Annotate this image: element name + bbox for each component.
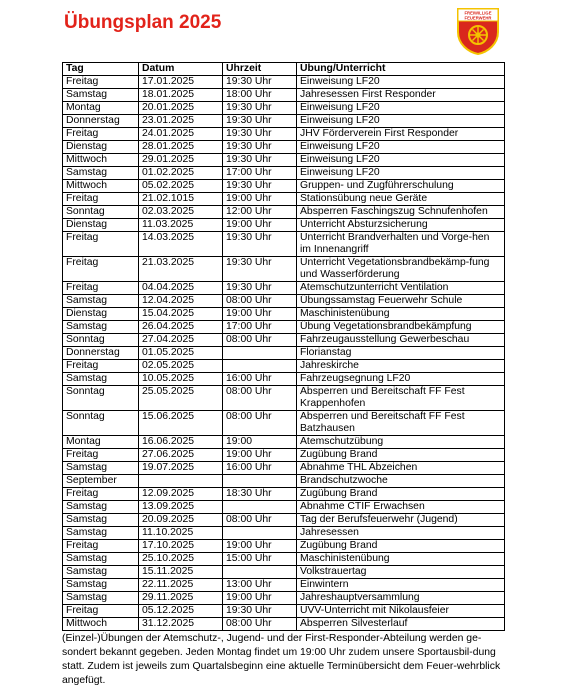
page-title: Übungsplan 2025 (64, 12, 222, 33)
day-cell: Freitag (63, 488, 139, 501)
time-cell: 08:00 Uhr (223, 514, 297, 527)
exercise-cell: Zugübung Brand (297, 488, 505, 501)
day-cell: Samstag (63, 514, 139, 527)
day-cell: Freitag (63, 540, 139, 553)
time-cell (223, 347, 297, 360)
exercise-cell: Fahrzeugsegnung LF20 (297, 373, 505, 386)
date-cell: 05.02.2025 (139, 180, 223, 193)
date-cell: 25.05.2025 (139, 386, 223, 411)
day-cell: September (63, 475, 139, 488)
exercise-cell: UVV-Unterricht mit Nikolausfeier (297, 605, 505, 618)
date-cell: 23.01.2025 (139, 115, 223, 128)
exercise-cell: Unterricht Brandverhalten und Vorge-hen im Innenangriff (297, 232, 505, 257)
table-row (63, 411, 505, 436)
day-cell: Samstag (63, 579, 139, 592)
date-cell: 10.05.2025 (139, 373, 223, 386)
time-cell: 19:30 Uhr (223, 180, 297, 193)
day-cell: Samstag (63, 373, 139, 386)
table-row (63, 128, 505, 141)
time-cell: 08:00 Uhr (223, 295, 297, 308)
exercise-cell: Jahreskirche (297, 360, 505, 373)
time-cell: 18:00 Uhr (223, 89, 297, 102)
time-cell: 18:30 Uhr (223, 488, 297, 501)
time-cell: 16:00 Uhr (223, 373, 297, 386)
table-row (63, 115, 505, 128)
day-cell: Sonntag (63, 334, 139, 347)
date-cell: 29.11.2025 (139, 592, 223, 605)
day-cell: Freitag (63, 232, 139, 257)
date-cell: 02.05.2025 (139, 360, 223, 373)
table-row (63, 308, 505, 321)
date-cell: 01.02.2025 (139, 167, 223, 180)
table-row (63, 527, 505, 540)
time-cell: 19:30 Uhr (223, 605, 297, 618)
header-exercise: Übung/Unterricht (297, 63, 505, 76)
exercise-cell: Absperren und Bereitschaft FF Fest Batzhausen (297, 411, 505, 436)
table-row (63, 373, 505, 386)
table-row (63, 475, 505, 488)
table-row (63, 462, 505, 475)
exercise-cell: Fahrzeugausstellung Gewerbeschau (297, 334, 505, 347)
date-cell: 11.10.2025 (139, 527, 223, 540)
day-cell: Samstag (63, 501, 139, 514)
exercise-cell: Einweisung LF20 (297, 115, 505, 128)
time-cell: 19:30 Uhr (223, 154, 297, 167)
exercise-cell: Jahreshauptversammlung (297, 592, 505, 605)
exercise-cell: Atemschutzübung (297, 436, 505, 449)
day-cell: Freitag (63, 282, 139, 295)
table-row (63, 579, 505, 592)
day-cell: Samstag (63, 566, 139, 579)
day-cell: Freitag (63, 128, 139, 141)
exercise-cell: Zugübung Brand (297, 449, 505, 462)
exercise-cell: Zugübung Brand (297, 540, 505, 553)
day-cell: Sonntag (63, 206, 139, 219)
date-cell: 12.09.2025 (139, 488, 223, 501)
table-row (63, 488, 505, 501)
time-cell: 19:00 Uhr (223, 449, 297, 462)
date-cell: 05.12.2025 (139, 605, 223, 618)
day-cell: Montag (63, 102, 139, 115)
exercise-cell: Einweisung LF20 (297, 141, 505, 154)
exercise-cell: Abnahme CTIF Erwachsen (297, 501, 505, 514)
table-row (63, 193, 505, 206)
day-cell: Freitag (63, 605, 139, 618)
exercise-cell: Einweisung LF20 (297, 102, 505, 115)
table-row (63, 360, 505, 373)
date-cell: 20.01.2025 (139, 102, 223, 115)
exercise-cell: Florianstag (297, 347, 505, 360)
day-cell: Freitag (63, 257, 139, 282)
exercise-cell: Einwintern (297, 579, 505, 592)
day-cell: Sonntag (63, 386, 139, 411)
date-cell: 14.03.2025 (139, 232, 223, 257)
table-row (63, 102, 505, 115)
time-cell (223, 360, 297, 373)
date-cell: 17.10.2025 (139, 540, 223, 553)
table-row (63, 386, 505, 411)
day-cell: Samstag (63, 295, 139, 308)
day-cell: Freitag (63, 449, 139, 462)
date-cell: 15.06.2025 (139, 411, 223, 436)
header-date: Datum (139, 63, 223, 76)
day-cell: Donnerstag (63, 347, 139, 360)
date-cell: 11.03.2025 (139, 219, 223, 232)
day-cell: Freitag (63, 360, 139, 373)
time-cell: 19:30 Uhr (223, 257, 297, 282)
exercise-cell: Unterricht Vegetationsbrandbekämp-fung und Wasserförderung (297, 257, 505, 282)
date-cell: 27.06.2025 (139, 449, 223, 462)
time-cell: 19:00 Uhr (223, 308, 297, 321)
date-cell: 28.01.2025 (139, 141, 223, 154)
date-cell: 04.04.2025 (139, 282, 223, 295)
time-cell: 19:00 Uhr (223, 219, 297, 232)
time-cell: 13:00 Uhr (223, 579, 297, 592)
date-cell: 15.04.2025 (139, 308, 223, 321)
time-cell: 16:00 Uhr (223, 462, 297, 475)
time-cell: 08:00 Uhr (223, 618, 297, 631)
time-cell: 12:00 Uhr (223, 206, 297, 219)
day-cell: Freitag (63, 193, 139, 206)
table-row (63, 219, 505, 232)
date-cell: 25.10.2025 (139, 553, 223, 566)
time-cell: 19:00 Uhr (223, 540, 297, 553)
date-cell: 22.11.2025 (139, 579, 223, 592)
exercise-cell: Stationsübung neue Geräte (297, 193, 505, 206)
logo-text-top: FREIWILLIGE (464, 10, 492, 16)
day-cell: Samstag (63, 553, 139, 566)
table-row (63, 618, 505, 631)
header-day: Tag (63, 63, 139, 76)
table-row (63, 566, 505, 579)
day-cell: Montag (63, 436, 139, 449)
logo-text-bottom: FEUERWEHR (464, 15, 492, 21)
time-cell: 17:00 Uhr (223, 321, 297, 334)
table-row (63, 449, 505, 462)
time-cell: 19:30 Uhr (223, 128, 297, 141)
table-row (63, 605, 505, 618)
exercise-cell: Absperren und Bereitschaft FF Fest Krappenhofen (297, 386, 505, 411)
table-row (63, 592, 505, 605)
time-cell: 17:00 Uhr (223, 167, 297, 180)
exercise-cell: Einweisung LF20 (297, 154, 505, 167)
day-cell: Samstag (63, 592, 139, 605)
time-cell: 08:00 Uhr (223, 386, 297, 411)
time-cell: 19:00 (223, 436, 297, 449)
table-row (63, 154, 505, 167)
time-cell (223, 475, 297, 488)
day-cell: Samstag (63, 462, 139, 475)
day-cell: Samstag (63, 167, 139, 180)
date-cell: 21.02.1015 (139, 193, 223, 206)
day-cell: Dienstag (63, 219, 139, 232)
date-cell: 24.01.2025 (139, 128, 223, 141)
exercise-cell: JHV Förderverein First Responder (297, 128, 505, 141)
date-cell: 26.04.2025 (139, 321, 223, 334)
time-cell: 19:30 Uhr (223, 232, 297, 257)
date-cell: 17.01.2025 (139, 76, 223, 89)
header-time: Uhrzeit (223, 63, 297, 76)
time-cell: 19:00 Uhr (223, 193, 297, 206)
day-cell: Samstag (63, 89, 139, 102)
exercise-schedule-table (62, 62, 505, 631)
date-cell: 29.01.2025 (139, 154, 223, 167)
table-row (63, 206, 505, 219)
day-cell: Dienstag (63, 308, 139, 321)
time-cell (223, 501, 297, 514)
date-cell: 21.03.2025 (139, 257, 223, 282)
day-cell: Donnerstag (63, 115, 139, 128)
time-cell: 19:00 Uhr (223, 592, 297, 605)
date-cell: 19.07.2025 (139, 462, 223, 475)
date-cell: 31.12.2025 (139, 618, 223, 631)
date-cell: 15.11.2025 (139, 566, 223, 579)
date-cell: 12.04.2025 (139, 295, 223, 308)
table-body (63, 76, 505, 631)
day-cell: Freitag (63, 76, 139, 89)
time-cell: 19:30 Uhr (223, 282, 297, 295)
exercise-cell: Volkstrauertag (297, 566, 505, 579)
exercise-cell: Einweisung LF20 (297, 167, 505, 180)
day-cell: Samstag (63, 321, 139, 334)
table-header-row (63, 63, 505, 76)
time-cell: 19:30 Uhr (223, 102, 297, 115)
table-row (63, 540, 505, 553)
exercise-cell: Übung Vegetationsbrandbekämpfung (297, 321, 505, 334)
time-cell: 08:00 Uhr (223, 411, 297, 436)
date-cell: 16.06.2025 (139, 436, 223, 449)
exercise-cell: Unterricht Absturzsicherung (297, 219, 505, 232)
exercise-cell: Jahresessen First Responder (297, 89, 505, 102)
exercise-cell: Einweisung LF20 (297, 76, 505, 89)
time-cell (223, 566, 297, 579)
date-cell: 27.04.2025 (139, 334, 223, 347)
table-row (63, 553, 505, 566)
table-row (63, 232, 505, 257)
table-row (63, 436, 505, 449)
table-row (63, 141, 505, 154)
date-cell: 01.05.2025 (139, 347, 223, 360)
exercise-cell: Maschinistenübung (297, 553, 505, 566)
exercise-cell: Gruppen- und Zugführerschulung (297, 180, 505, 193)
table-row (63, 321, 505, 334)
table-row (63, 167, 505, 180)
day-cell: Mittwoch (63, 618, 139, 631)
day-cell: Mittwoch (63, 154, 139, 167)
exercise-cell: Abnahme THL Abzeichen (297, 462, 505, 475)
time-cell: 15:00 Uhr (223, 553, 297, 566)
table-row (63, 295, 505, 308)
date-cell: 18.01.2025 (139, 89, 223, 102)
date-cell (139, 475, 223, 488)
fire-brigade-crest-icon (454, 6, 502, 56)
table-row (63, 347, 505, 360)
day-cell: Dienstag (63, 141, 139, 154)
exercise-cell: Absperren Faschingszug Schnufenhofen (297, 206, 505, 219)
exercise-cell: Atemschutzunterricht Ventilation (297, 282, 505, 295)
table-row (63, 76, 505, 89)
time-cell: 08:00 Uhr (223, 334, 297, 347)
day-cell: Mittwoch (63, 180, 139, 193)
day-cell: Samstag (63, 527, 139, 540)
time-cell: 19:30 Uhr (223, 76, 297, 89)
time-cell (223, 527, 297, 540)
date-cell: 02.03.2025 (139, 206, 223, 219)
table-row (63, 89, 505, 102)
exercise-cell: Maschinistenübung (297, 308, 505, 321)
table-row (63, 334, 505, 347)
table-row (63, 257, 505, 282)
footer-note: (Einzel-)Übungen der Atemschutz-, Jugend- und der First-Responder-Abteilung werden ge-sondert bekannt gegeben. Jeden Montag findet um 19:00 Uhr zudem unsere Sportausbil-dung statt. Zudem ist jeweils zum Quartalsbeginn eine aktuelle Terminübersicht dem Feuer-wehrblick angefügt. (62, 633, 501, 686)
time-cell: 19:30 Uhr (223, 141, 297, 154)
exercise-cell: Absperren Silvesterlauf (297, 618, 505, 631)
time-cell: 19:30 Uhr (223, 115, 297, 128)
table-row (63, 180, 505, 193)
exercise-cell: Jahresessen (297, 527, 505, 540)
table-row (63, 514, 505, 527)
table-row (63, 282, 505, 295)
day-cell: Sonntag (63, 411, 139, 436)
exercise-cell: Tag der Berufsfeuerwehr (Jugend) (297, 514, 505, 527)
date-cell: 13.09.2025 (139, 501, 223, 514)
exercise-cell: Brandschutzwoche (297, 475, 505, 488)
table-row (63, 501, 505, 514)
exercise-cell: Übungssamstag Feuerwehr Schule (297, 295, 505, 308)
date-cell: 20.09.2025 (139, 514, 223, 527)
